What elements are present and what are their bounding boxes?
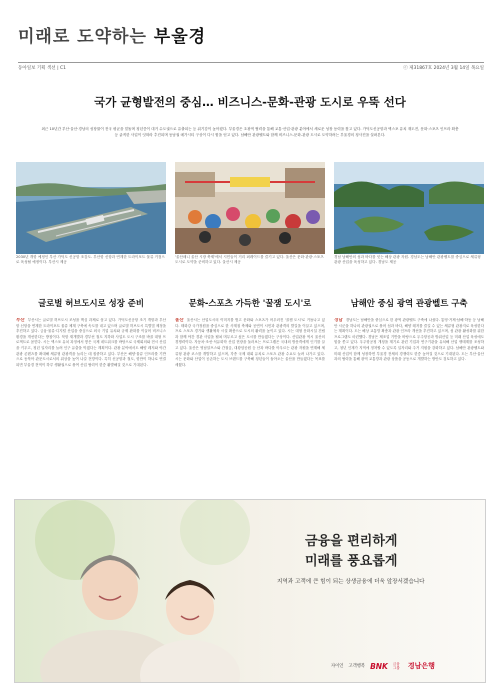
slogan-2: 고객행복 (348, 664, 366, 669)
gyeongnam-section-title: 남해안 중심 광역 관광벨트 구축 (350, 298, 468, 308)
lead-paragraph: 최근 10년간 부산·울산·경남의 성장률이 전국 평균을 밑돌며 청년층이 대거 수도권으로 유출되는 등 위기감이 높아졌다. 부울경은 초광역 협력을 통해 교통·산업·관광 분야에서 새로운 성장 동력을 찾고 있다. 가덕도신공항과 엑스포 유치 재도전, 문화·스포츠 인프라 확충 등 굵직한 사업이 잇따라 추진되며 동남권 메가시티 구상이 다시 힘을 얻고 있다. 남해안 관광벨트와 함께 비즈니스-문화-관광 도시로 도약하려는 부울경의 청사진을 살펴본다. (41, 127, 459, 138)
photo-festival-caption: '울산매니 울산 시장 축제'에서 시민들이 거리 퍼레이드를 즐기고 있다. 울산은 문화·관광·스포츠 도시로 도약을 준비하고 있다. 울산시 제공 (175, 255, 324, 265)
ad-brand-footer (331, 660, 435, 672)
busan-article (16, 318, 166, 493)
masthead-section-info: 동아일보 기획 섹션 | C1 (18, 66, 67, 71)
photo-airport (16, 162, 166, 254)
ad-subline: 지역과 고객에 큰 힘이 되는 상생금융에 더욱 앞장서겠습니다 (277, 579, 425, 585)
ulsan-article-body: 울산시는 산업도시의 이미지를 벗고 문화와 스포츠가 어우러진 '꿀잼 도시'로 거듭나고 있다. 태화강 국가정원을 중심으로 한 사계절 축제와 공연이 시민과 관광객의 발길을 이끌고 있으며, 프로 스포츠 경기와 생활체육 시설 확충으로 도시의 활력을 높이고 있다. 시는 대형 문화시설 건립과 함께 야간 경관 사업을 펼쳐 머무르고 싶은 도시를 만들겠다는 구상이다. 산업관광 역시 울산의 경쟁력이다. 자동차·조선·석유화학 산업 현장을 둘러보는 프로그램은 국내외 방문객에게 인기를 끌고 있다. 울산은 영남알프스와 간절곶, 대왕암공원 등 산과 바다를 아우르는 관광 자원을 연계해 체류형 관광 코스를 개발하고 있으며, 각종 국제 대회 유치로 스포츠 관광 수요도 늘려 나가고 있다. 시는 문화와 산업이 공존하는 도시 브랜드를 구축해 청년들이 돌아오는 울산을 만들겠다는 목표를 세웠다. (175, 318, 325, 367)
ulsan-section-title: 문화-스포츠 가득한 '꿀잼 도시'로 (188, 298, 312, 308)
ad-headline-1: 금융을 편리하게 (305, 534, 398, 549)
islands-photo-image (334, 162, 484, 254)
gyeongnam-article-body: 경남도는 남해안을 중심으로 한 광역 관광벨트 구축에 나섰다. 통영·거제·남해·하동 등 남해안 시군을 하나의 관광권으로 묶어 섬과 바다, 해양 레저를 즐길 수 있는 체류형 관광지로 육성한다는 계획이다. 도는 해상 교통망 확충과 관광 인프라 개선을 추진하고 있으며, 섬 관광 활성화를 위한 프로그램도 마련했다. 경남은 제조업 기반을 바탕으로 우주항공과 방위산업 등 미래 산업 육성에도 힘을 쏟고 있다. 우주항공청 개청을 계기로 관련 기업과 연구기관을 유치해 산업 생태계를 조성하고, 청년 인재가 지역에 정착할 수 있도록 일자리와 주거 지원을 강화하고 있다. 남해안 관광벨트와 미래 산업이 함께 성장하면 부울경 전체의 경쟁력도 한층 높아질 것으로 기대된다. 도는 부산·울산과의 협력을 통해 광역 교통망과 관광 상품을 공동으로 개발하는 방안도 검토하고 있다. (334, 318, 484, 362)
airport-photo-image (16, 162, 166, 254)
bnk-logo: BNK (370, 661, 388, 671)
ulsan-region-tag: 울산 (175, 318, 184, 323)
masthead-edition-info (403, 65, 484, 71)
edition-number: ⓒ 제31867호 (403, 66, 433, 71)
section-title-strong: 부울경 (153, 27, 207, 47)
main-headline: 국가 균형발전의 중심… 비즈니스-문화-관광 도시로 우뚝 선다 (94, 95, 406, 109)
photo-islands (334, 162, 484, 254)
section-title-light: 미래로 도약하는 (18, 27, 147, 47)
ad-headline-2: 미래를 풍요롭게 (305, 554, 398, 569)
photo-airport-caption: 2030년 개항 예정인 부산 가덕도 신공항 조감도. 부산항 신항과 연계한 트라이포트 물류 거점으로 육성될 예정이다. 부산시 제공 (16, 255, 165, 265)
section-label: 동아일보 기획 섹션 (18, 66, 56, 71)
section-title (18, 22, 206, 47)
masthead (0, 0, 500, 74)
page-number: C1 (60, 66, 67, 71)
photo-islands-caption: 경남 남해안의 섬과 바다를 잇는 해상 관광 자원. 경남도는 남해안 관광벨트를 중심으로 체류형 관광 산업을 육성하고 있다. 경남도 제공 (334, 255, 481, 265)
slogan-1: 자이언 (331, 664, 344, 669)
busan-article-body: 부산시는 글로벌 허브도시 조성을 핵심 과제로 삼고 있다. 가덕도신공항 조기 개항과 부산항 신항을 연계한 트라이포트 물류 체계 구축에 속도를 내고 있으며 글로벌 허브도시 특별법 제정을 추진하고 있다. 금융·물류·디지털 산업을 중심으로 외국 기업 유치와 규제 완화를 이끌어 비즈니스 환경을 개선한다는 방침이다. 북항 재개발과 경부선 철도 지하화 사업도 도시 구조를 바꿀 대형 프로젝트로 꼽힌다. 시는 엑스포 유치 과정에서 쌓은 국제 네트워크를 바탕으로 국제회의와 전시 산업을 키우고, 청년 일자리를 늘려 인구 유출을 막겠다는 계획이다. 관광 분야에서도 해양 레저와 야간 관광 콘텐츠를 확대해 체류형 관광객을 늘리는 데 집중하고 있다. 부산은 해양·물류 인프라를 기반으로 동북아 관문도시로서의 위상을 높여 나갈 전망이다. 특히 신공항과 철도, 항만이 하나로 연결되면 부울경 전역이 하루 생활권으로 묶여 산업 협력이 한층 활발해질 것으로 기대된다. (16, 318, 166, 367)
busan-section-title: 글로벌 허브도시로 성장 준비 (38, 298, 144, 308)
gyeongnam-article (334, 318, 484, 493)
bank-advertisement[interactable] (14, 499, 486, 683)
gyeongnam-region-tag: 경남 (334, 318, 343, 323)
busan-region-tag: 부산 (16, 318, 25, 323)
bnk-group-label: 금융그룹 (392, 662, 400, 670)
publish-date: 2024년 3월 14일 목요일 (433, 66, 484, 71)
festival-photo-image (175, 162, 325, 254)
masthead-rule (18, 62, 484, 63)
ad-family-photo (15, 500, 486, 683)
photo-festival (175, 162, 325, 254)
ulsan-article (175, 318, 325, 493)
bank-name: 경남은행 (407, 662, 435, 670)
